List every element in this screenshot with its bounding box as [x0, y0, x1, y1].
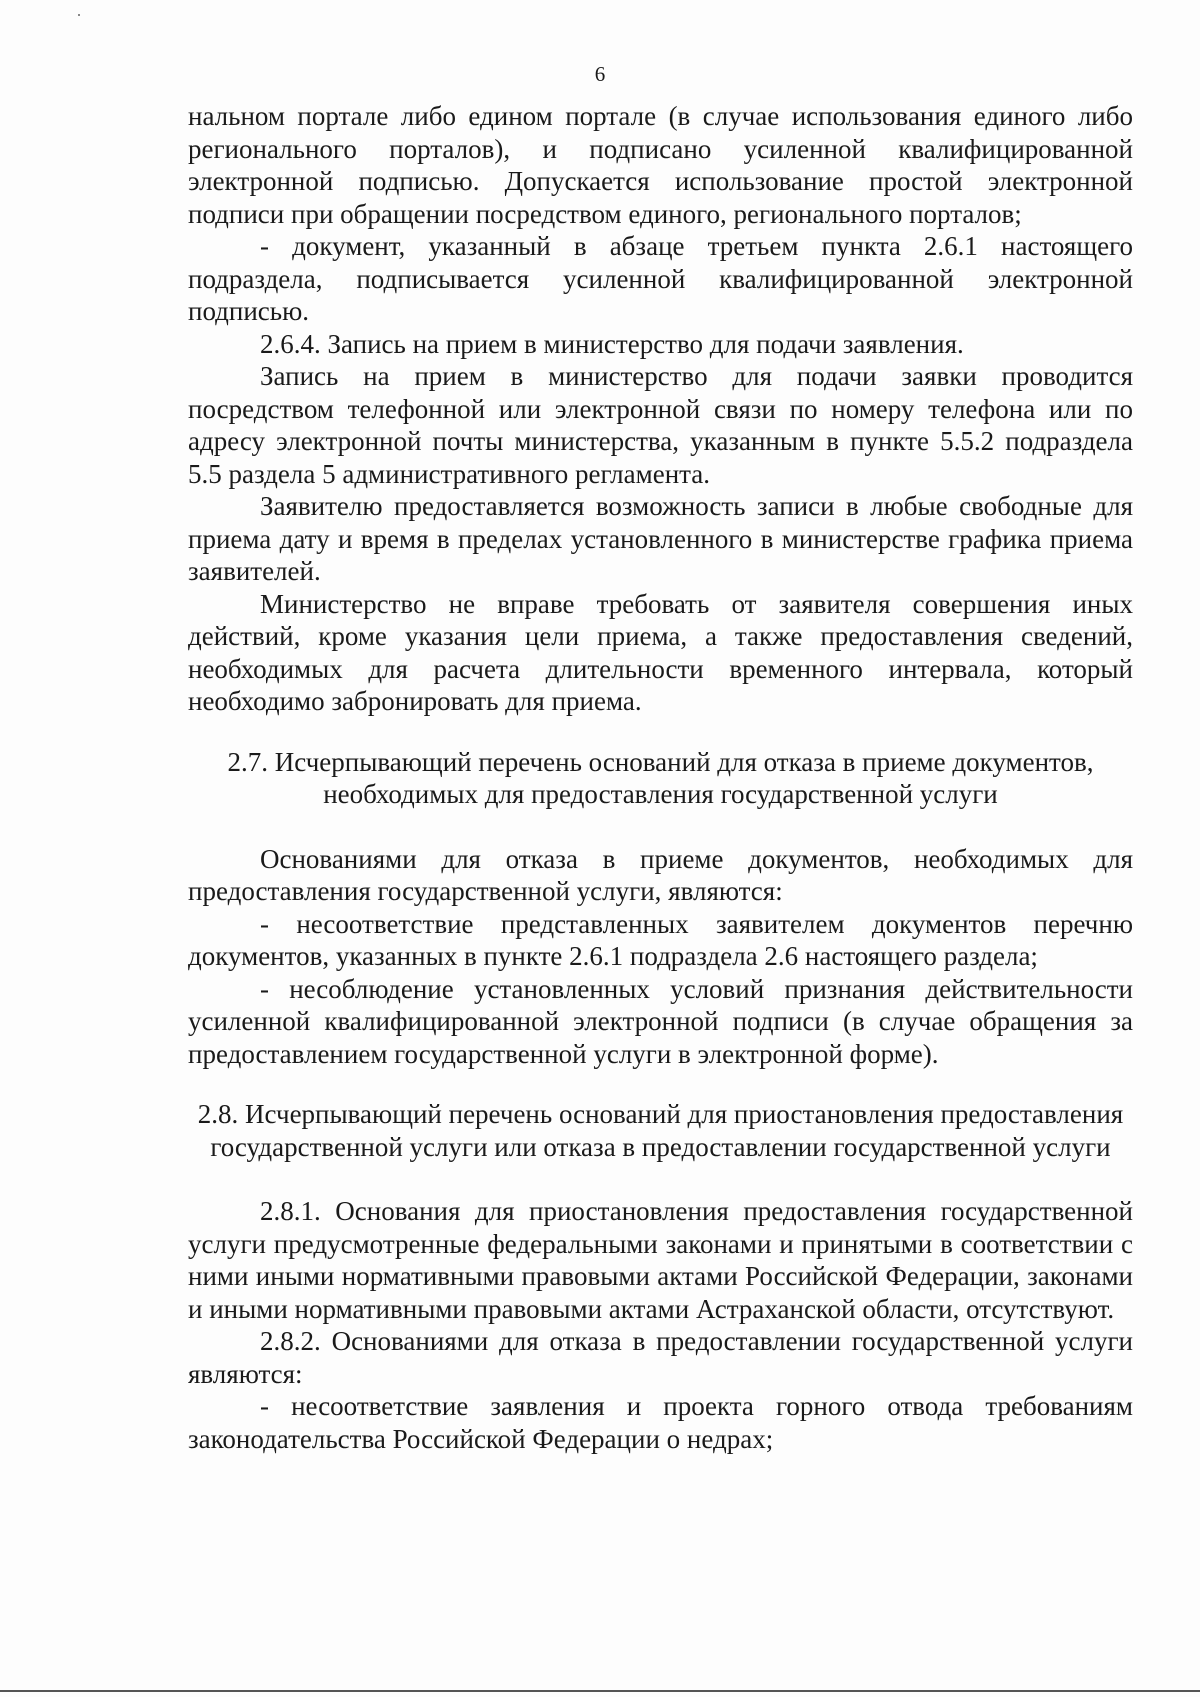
paragraph: 2.8.2. Основаниями для отказа в предоставлении государственной услуги являются: [188, 1326, 1133, 1389]
paragraph: Заявителю предоставляется возможность записи в любые свободные для приема дату и время в пределах установленного в министерстве графика приема заявителей. [188, 491, 1133, 586]
paragraph: Министерство не вправе требовать от заявителя совершения иных действий, кроме указания цели приема, а также предоставления сведений, необходимых для расчета длительности временного интервала, который необходимо забронировать для приема. [188, 588, 1133, 716]
scan-speck [78, 14, 80, 16]
paragraph: Запись на прием в министерство для подачи заявки проводится посредством телефонной или электронной связи по номеру телефона или по адресу электронной почты министерства, указанным в пункте 5.5.2 подраздела 5.5 раздела 5 административного регламента. [188, 361, 1133, 489]
paragraph: нальном портале либо едином портале (в случае использования единого либо регионального порталов), и подписано усиленной квалифицированной электронной подписью. Допускается использование простой электронной подписи при обращении посредством единого, регионального порталов; [188, 101, 1133, 229]
page-number: 6 [594, 62, 606, 86]
paragraph: - документ, указанный в абзаце третьем пункта 2.6.1 настоящего подраздела, подписывается усиленной квалифицированной электронной подписью. [188, 231, 1133, 326]
paragraph: - несоответствие представленных заявителем документов перечню документов, указанных в пункте 2.6.1 подраздела 2.6 настоящего раздела; [188, 908, 1133, 971]
document-body [188, 100, 1133, 1455]
paragraph: 2.8.1. Основания для приостановления предоставления государственной услуги предусмотренные федеральными законами и принятыми в соответствии с ними иными нормативными правовыми актами Российской Федерации, законами и иными нормативными правовыми актами Астраханской области, отсутствуют. [188, 1196, 1133, 1324]
paragraph: - несоответствие заявления и проекта горного отвода требованиям законодательства Российской Федерации о недрах; [188, 1391, 1133, 1454]
paragraph: - несоблюдение установленных условий признания действительности усиленной квалифицированной электронной подписи (в случае обращения за предоставлением государственной услуги в электронной форме). [188, 973, 1133, 1069]
section-heading-2-7: 2.7. Исчерпывающий перечень оснований для отказа в приеме документов, необходимых для предоставления государственной услуги [227, 746, 1094, 809]
paragraph: Основаниями для отказа в приеме документов, необходимых для предоставления государственной услуги, являются: [188, 843, 1133, 906]
section-heading-2-8: 2.8. Исчерпывающий перечень оснований для приостановления предоставления государственной услуги или отказа в предоставлении государственной услуги [197, 1099, 1124, 1162]
scan-edge-line [0, 1690, 1200, 1692]
paragraph: 2.6.4. Запись на прием в министерство для подачи заявления. [260, 328, 964, 359]
